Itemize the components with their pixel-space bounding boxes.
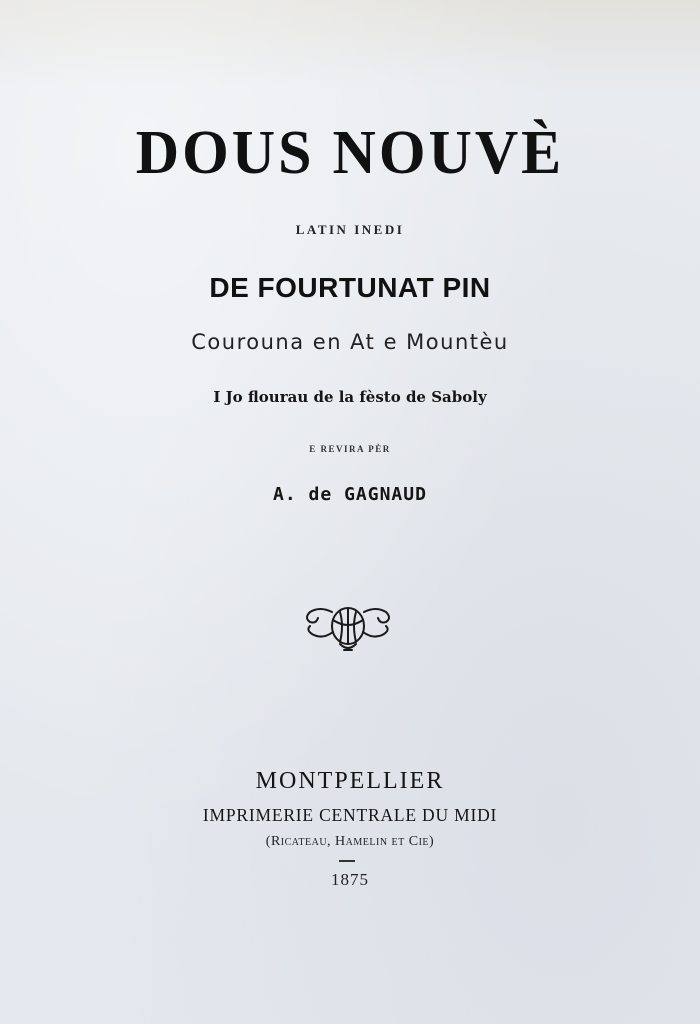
author-name: DE FOURTUNAT PIN — [209, 272, 491, 303]
book-subtitle: LATIN INEDI — [295, 222, 405, 237]
book-title: DOUS NOUVÈ — [135, 117, 565, 187]
imprint-rule — [339, 860, 355, 862]
imprint-printer: IMPRIMERIE CENTRALE DU MIDI — [202, 805, 498, 825]
floral-ornament-icon — [300, 604, 396, 656]
imprint-publishers: (Ricateau, Hamelin et Cie) — [265, 834, 435, 849]
festival-line: I Jo flourau de la fèsto de Saboly — [213, 388, 487, 406]
imprint-city: MONTPELLIER — [255, 768, 445, 794]
imprint-year: 1875 — [331, 870, 369, 889]
editor-name: A. de GAGNAUD — [273, 484, 427, 505]
award-line: Courouna en At e Mountèu — [191, 330, 509, 354]
revised-by-label: E REVIRA PÈR — [309, 444, 391, 454]
